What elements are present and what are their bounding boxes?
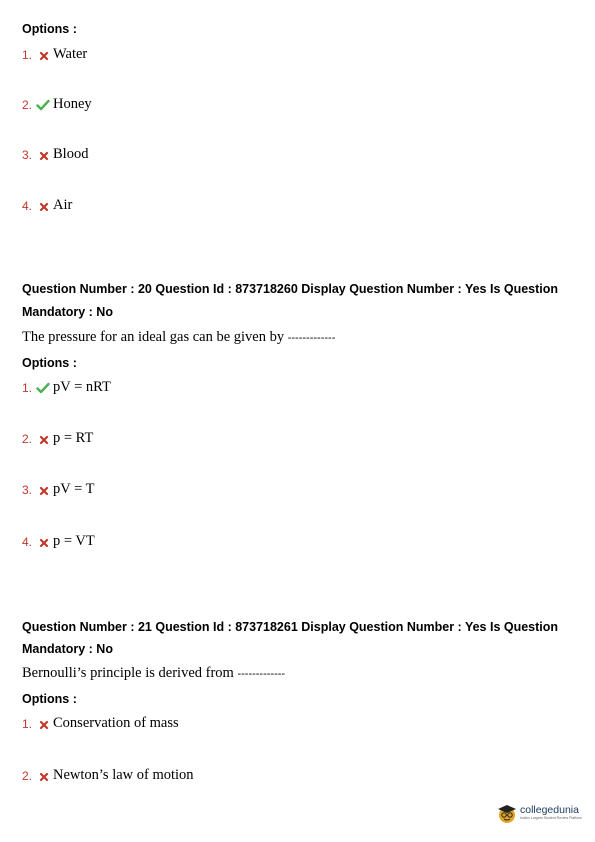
option-item bbox=[22, 144, 88, 162]
options-label: Options : bbox=[22, 22, 77, 36]
option-item bbox=[22, 428, 93, 446]
option-item bbox=[22, 377, 111, 395]
cross-icon bbox=[35, 199, 51, 213]
collegedunia-logo bbox=[496, 802, 582, 824]
question-mandatory: Mandatory : No bbox=[22, 642, 113, 656]
question-header: Question Number : 21 Question Id : 873718261 Display Question Number : Yes Is Question bbox=[22, 620, 559, 634]
option-item bbox=[22, 713, 179, 731]
option-number: 2. bbox=[22, 769, 33, 783]
logo-tagline: India's Largest Student Review Platform bbox=[520, 816, 583, 820]
option-item bbox=[22, 94, 92, 112]
question-blank-dashes: ------------- bbox=[287, 332, 336, 344]
option-number: 4. bbox=[22, 535, 33, 549]
option-text: p = VT bbox=[53, 533, 95, 549]
option-text: p = RT bbox=[53, 430, 94, 446]
check-icon bbox=[35, 98, 51, 112]
question-text-body: Bernoulli’s principle is derived from bbox=[22, 665, 234, 681]
option-item bbox=[22, 479, 94, 497]
question-text bbox=[22, 329, 335, 346]
option-number: 2. bbox=[22, 432, 33, 446]
option-text: Water bbox=[53, 46, 88, 62]
option-text: Conservation of mass bbox=[53, 715, 179, 731]
cross-icon bbox=[35, 432, 51, 446]
options-label: Options : bbox=[22, 692, 77, 706]
option-number: 2. bbox=[22, 98, 33, 112]
question-text-body: The pressure for an ideal gas can be given by bbox=[22, 329, 285, 345]
option-text: Honey bbox=[53, 96, 92, 112]
option-number: 1. bbox=[22, 717, 33, 731]
option-text: Air bbox=[53, 197, 73, 213]
cross-icon bbox=[35, 535, 51, 549]
option-item bbox=[22, 765, 194, 783]
question-mandatory: Mandatory : No bbox=[22, 305, 113, 319]
check-icon bbox=[35, 381, 51, 395]
option-text: Blood bbox=[53, 146, 89, 162]
option-item bbox=[22, 195, 72, 213]
option-number: 1. bbox=[22, 381, 33, 395]
option-number: 3. bbox=[22, 483, 33, 497]
graduation-cap-icon bbox=[496, 802, 518, 824]
cross-icon bbox=[35, 148, 51, 162]
option-text: pV = nRT bbox=[53, 379, 111, 395]
option-text: Newton’s law of motion bbox=[53, 767, 194, 783]
option-number: 3. bbox=[22, 148, 33, 162]
cross-icon bbox=[35, 717, 51, 731]
cross-icon bbox=[35, 769, 51, 783]
option-item bbox=[22, 531, 95, 549]
options-label: Options : bbox=[22, 356, 77, 370]
logo-text: collegedunia bbox=[520, 804, 579, 816]
question-text bbox=[22, 665, 285, 682]
option-text: pV = T bbox=[53, 481, 95, 497]
option-number: 4. bbox=[22, 199, 33, 213]
option-item bbox=[22, 44, 87, 62]
question-header: Question Number : 20 Question Id : 873718260 Display Question Number : Yes Is Question bbox=[22, 282, 559, 296]
cross-icon bbox=[35, 48, 51, 62]
cross-icon bbox=[35, 483, 51, 497]
question-blank-dashes: ------------- bbox=[237, 668, 286, 680]
option-number: 1. bbox=[22, 48, 33, 62]
